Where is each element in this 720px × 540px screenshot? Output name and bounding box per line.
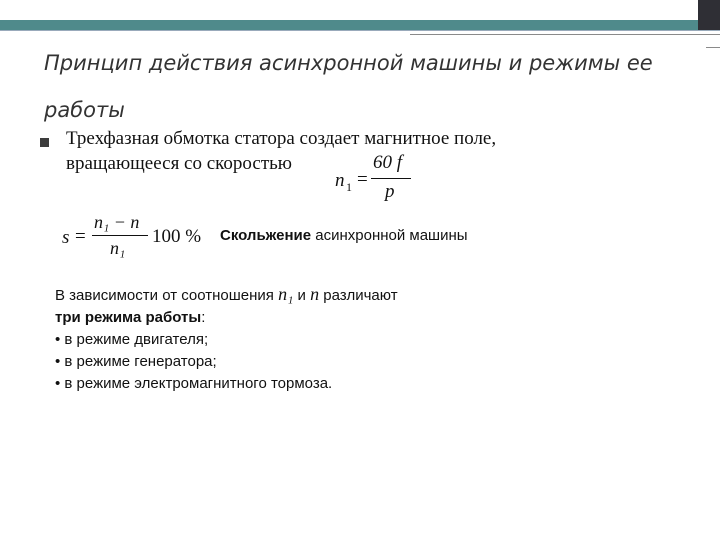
header-band — [0, 0, 720, 22]
slip-formula — [62, 212, 212, 268]
title-rule — [410, 34, 720, 35]
slip-tail: 100 % — [152, 226, 202, 247]
header-stripe — [0, 20, 720, 30]
mode-item: • в режиме двигателя; — [55, 331, 209, 348]
slip-denominator: n₁ — [110, 238, 126, 258]
modes-intro-suffix: различают — [323, 287, 398, 304]
mode-item: • в режиме генератора; — [55, 353, 217, 370]
speed-lhs-sub: 1 — [346, 180, 352, 194]
modes-var2: n — [310, 284, 320, 304]
speed-eq: = — [357, 169, 368, 190]
bullet-text-line2: вращающееся со скоростью — [66, 153, 293, 174]
modes-and: и — [297, 287, 306, 304]
title-rule-short — [706, 47, 720, 48]
speed-lhs: n — [335, 170, 345, 191]
slip-lhs: s — [62, 227, 70, 248]
slide-title: Принцип действия асинхронной машины и режимы ее работы — [44, 51, 653, 122]
slip-label — [220, 227, 468, 244]
speed-numerator: 60 f — [373, 152, 403, 173]
modes-var1: n₁ — [278, 284, 294, 304]
slip-label-rest: асинхронной машины — [311, 227, 468, 244]
modes-block — [55, 283, 398, 395]
modes-heading-colon: : — [201, 309, 206, 326]
bullet-text-line1: Трехфазная обмотка статора создает магнитное поле, — [66, 128, 497, 149]
header-rule — [0, 30, 720, 31]
speed-denominator: p — [385, 181, 395, 202]
slip-label-bold: Скольжение — [220, 227, 312, 244]
speed-formula — [333, 150, 423, 210]
slip-numerator: n₁ − n — [94, 212, 140, 232]
modes-heading-bold: три режима работы — [55, 309, 202, 326]
speed-fraction-bar — [371, 178, 411, 179]
slip-eq: = — [75, 226, 86, 247]
corner-block — [698, 0, 720, 30]
slip-fraction-bar — [92, 235, 148, 236]
mode-item: • в режиме электромагнитного тормоза. — [55, 375, 333, 392]
bullet-square-icon — [40, 138, 49, 147]
modes-intro-prefix: В зависимости от соотношения — [55, 287, 274, 304]
modes-intro — [55, 283, 398, 307]
modes-heading — [55, 307, 398, 329]
